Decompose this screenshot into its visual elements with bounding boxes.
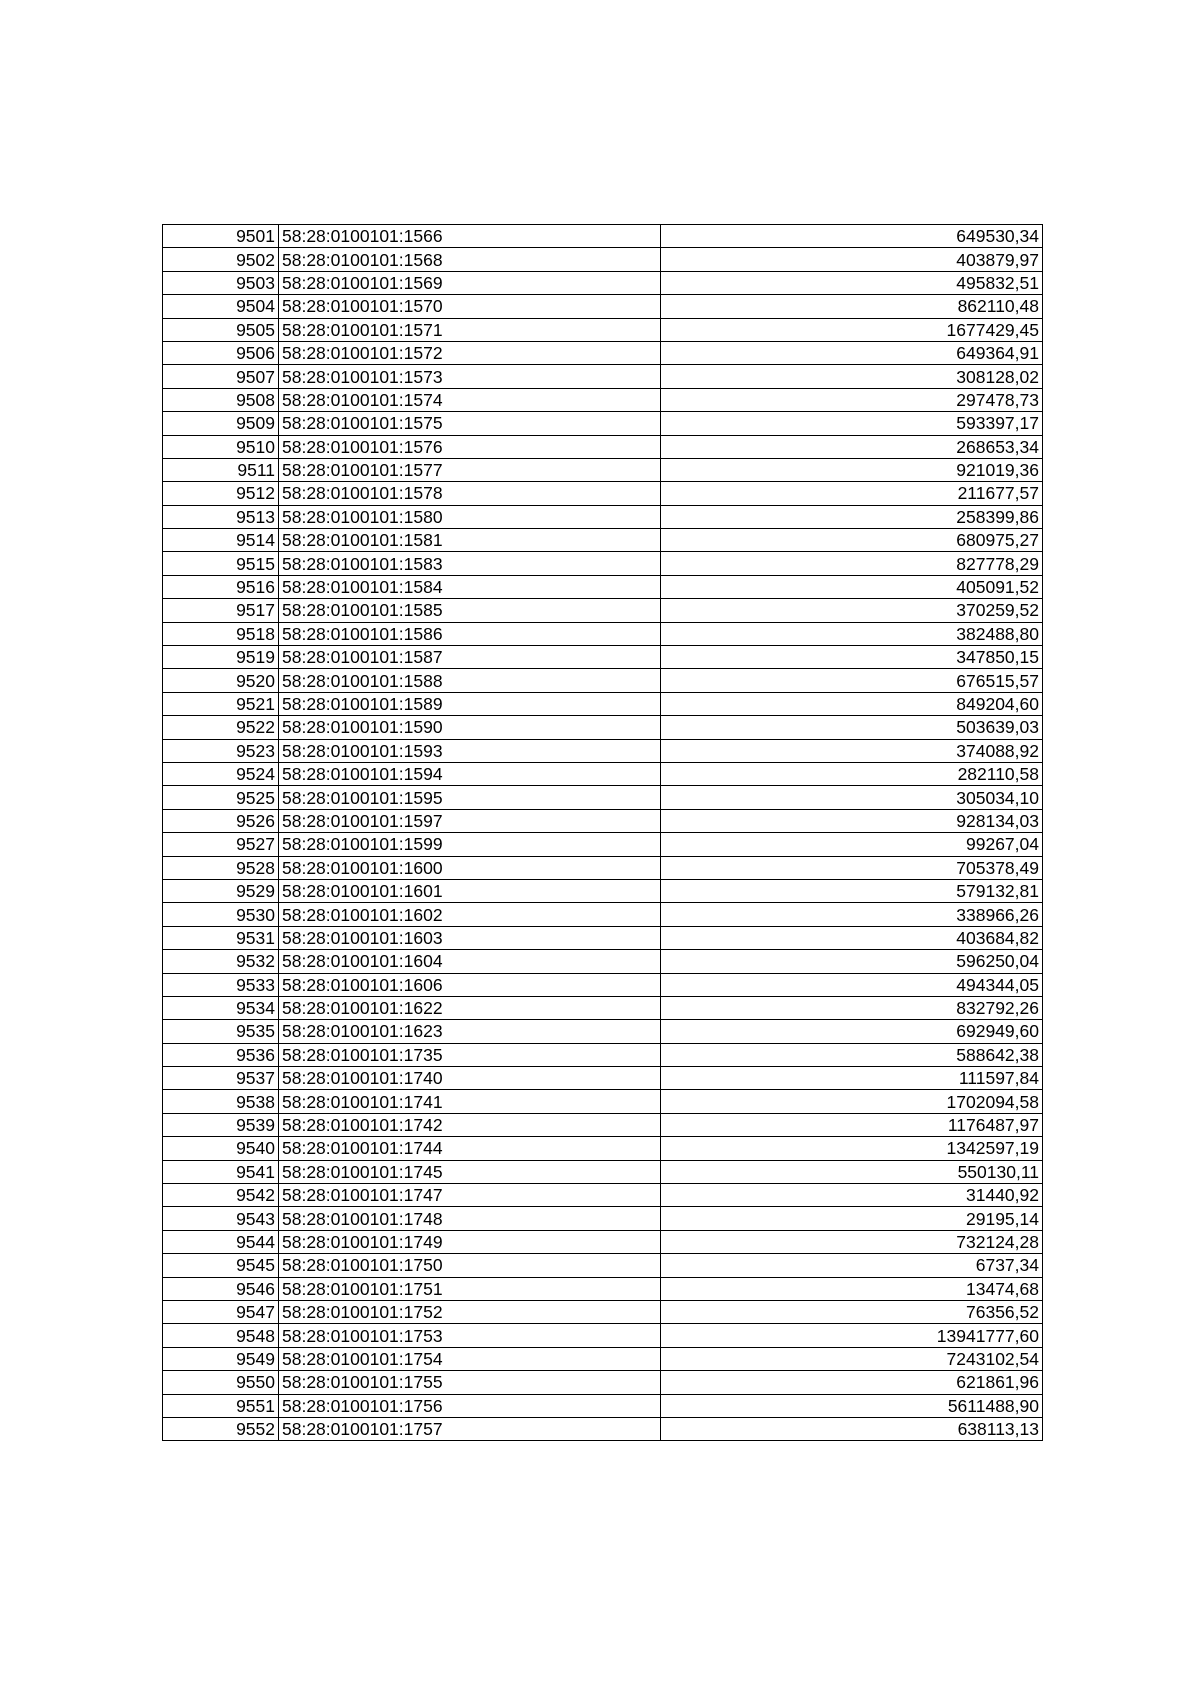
table-row [163, 575, 1043, 598]
cadastral-number-cell: 58:28:0100101:1588 [279, 669, 661, 692]
cadastral-value-cell: 849204,60 [661, 692, 1043, 715]
cadastral-value-cell: 13941777,60 [661, 1324, 1043, 1347]
cadastral-number-cell: 58:28:0100101:1587 [279, 646, 661, 669]
table-row [163, 950, 1043, 973]
cadastral-number-cell: 58:28:0100101:1595 [279, 786, 661, 809]
table-row [163, 1324, 1043, 1347]
table-row [163, 1417, 1043, 1440]
row-number-cell: 9511 [163, 458, 279, 481]
table-row [163, 1230, 1043, 1253]
cadastral-value-cell: 211677,57 [661, 482, 1043, 505]
table-row [163, 973, 1043, 996]
cadastral-value-cell: 1677429,45 [661, 318, 1043, 341]
row-number-cell: 9502 [163, 248, 279, 271]
row-number-cell: 9526 [163, 809, 279, 832]
row-number-cell: 9503 [163, 271, 279, 294]
table-row [163, 1184, 1043, 1207]
row-number-cell: 9542 [163, 1184, 279, 1207]
table-row [163, 1347, 1043, 1370]
cadastral-value-cell: 258399,86 [661, 505, 1043, 528]
table-row [163, 646, 1043, 669]
cadastral-value-cell: 680975,27 [661, 529, 1043, 552]
cadastral-number-cell: 58:28:0100101:1575 [279, 412, 661, 435]
cadastral-number-cell: 58:28:0100101:1754 [279, 1347, 661, 1370]
cadastral-value-cell: 832792,26 [661, 996, 1043, 1019]
row-number-cell: 9516 [163, 575, 279, 598]
table-row [163, 341, 1043, 364]
row-number-cell: 9533 [163, 973, 279, 996]
cadastral-number-cell: 58:28:0100101:1599 [279, 833, 661, 856]
table-row [163, 762, 1043, 785]
table-row [163, 388, 1043, 411]
cadastral-value-cell: 621861,96 [661, 1371, 1043, 1394]
row-number-cell: 9529 [163, 879, 279, 902]
cadastral-value-cell: 503639,03 [661, 716, 1043, 739]
cadastral-number-cell: 58:28:0100101:1750 [279, 1254, 661, 1277]
table-row [163, 458, 1043, 481]
row-number-cell: 9520 [163, 669, 279, 692]
cadastral-value-cell: 403684,82 [661, 926, 1043, 949]
cadastral-value-cell: 76356,52 [661, 1300, 1043, 1323]
cadastral-number-cell: 58:28:0100101:1623 [279, 1020, 661, 1043]
cadastral-value-cell: 862110,48 [661, 295, 1043, 318]
cadastral-value-cell: 374088,92 [661, 739, 1043, 762]
cadastral-value-cell: 297478,73 [661, 388, 1043, 411]
cadastral-value-cell: 638113,13 [661, 1417, 1043, 1440]
cadastral-number-cell: 58:28:0100101:1570 [279, 295, 661, 318]
cadastral-value-cell: 596250,04 [661, 950, 1043, 973]
row-number-cell: 9501 [163, 225, 279, 248]
row-number-cell: 9519 [163, 646, 279, 669]
table-row [163, 1020, 1043, 1043]
table-row [163, 482, 1043, 505]
table-row [163, 529, 1043, 552]
cadastral-value-cell: 308128,02 [661, 365, 1043, 388]
table-row [163, 926, 1043, 949]
cadastral-value-cell: 99267,04 [661, 833, 1043, 856]
table-row [163, 903, 1043, 926]
cadastral-value-cell: 370259,52 [661, 599, 1043, 622]
cadastral-number-cell: 58:28:0100101:1590 [279, 716, 661, 739]
cadastral-value-cell: 31440,92 [661, 1184, 1043, 1207]
cadastral-value-cell: 649530,34 [661, 225, 1043, 248]
row-number-cell: 9513 [163, 505, 279, 528]
table-row [163, 1394, 1043, 1417]
cadastral-number-cell: 58:28:0100101:1574 [279, 388, 661, 411]
cadastral-value-cell: 928134,03 [661, 809, 1043, 832]
row-number-cell: 9510 [163, 435, 279, 458]
cadastral-number-cell: 58:28:0100101:1572 [279, 341, 661, 364]
row-number-cell: 9545 [163, 1254, 279, 1277]
cadastral-value-cell: 282110,58 [661, 762, 1043, 785]
cadastral-value-cell: 1342597,19 [661, 1137, 1043, 1160]
cadastral-number-cell: 58:28:0100101:1566 [279, 225, 661, 248]
table-row [163, 435, 1043, 458]
row-number-cell: 9536 [163, 1043, 279, 1066]
row-number-cell: 9515 [163, 552, 279, 575]
table-row [163, 692, 1043, 715]
cadastral-number-cell: 58:28:0100101:1757 [279, 1417, 661, 1440]
cadastral-number-cell: 58:28:0100101:1601 [279, 879, 661, 902]
row-number-cell: 9531 [163, 926, 279, 949]
row-number-cell: 9512 [163, 482, 279, 505]
cadastral-number-cell: 58:28:0100101:1577 [279, 458, 661, 481]
table-row [163, 1067, 1043, 1090]
row-number-cell: 9548 [163, 1324, 279, 1347]
table-row [163, 552, 1043, 575]
table-row [163, 856, 1043, 879]
cadastral-number-cell: 58:28:0100101:1573 [279, 365, 661, 388]
row-number-cell: 9525 [163, 786, 279, 809]
table-row [163, 622, 1043, 645]
cadastral-number-cell: 58:28:0100101:1578 [279, 482, 661, 505]
cadastral-value-cell: 494344,05 [661, 973, 1043, 996]
row-number-cell: 9509 [163, 412, 279, 435]
row-number-cell: 9540 [163, 1137, 279, 1160]
cadastral-number-cell: 58:28:0100101:1594 [279, 762, 661, 785]
cadastral-value-cell: 305034,10 [661, 786, 1043, 809]
table-row [163, 271, 1043, 294]
cadastral-number-cell: 58:28:0100101:1581 [279, 529, 661, 552]
cadastral-number-cell: 58:28:0100101:1580 [279, 505, 661, 528]
cadastral-value-cell: 827778,29 [661, 552, 1043, 575]
cadastral-value-cell: 676515,57 [661, 669, 1043, 692]
row-number-cell: 9552 [163, 1417, 279, 1440]
row-number-cell: 9523 [163, 739, 279, 762]
cadastral-number-cell: 58:28:0100101:1604 [279, 950, 661, 973]
row-number-cell: 9541 [163, 1160, 279, 1183]
row-number-cell: 9532 [163, 950, 279, 973]
row-number-cell: 9535 [163, 1020, 279, 1043]
cadastral-value-cell: 588642,38 [661, 1043, 1043, 1066]
row-number-cell: 9504 [163, 295, 279, 318]
cadastral-number-cell: 58:28:0100101:1576 [279, 435, 661, 458]
cadastral-value-cell: 29195,14 [661, 1207, 1043, 1230]
cadastral-value-cell: 7243102,54 [661, 1347, 1043, 1370]
row-number-cell: 9551 [163, 1394, 279, 1417]
row-number-cell: 9508 [163, 388, 279, 411]
cadastral-number-cell: 58:28:0100101:1741 [279, 1090, 661, 1113]
table-row [163, 248, 1043, 271]
row-number-cell: 9518 [163, 622, 279, 645]
table-row [163, 1043, 1043, 1066]
table-row [163, 786, 1043, 809]
cadastral-number-cell: 58:28:0100101:1583 [279, 552, 661, 575]
cadastral-number-cell: 58:28:0100101:1589 [279, 692, 661, 715]
table-row [163, 1277, 1043, 1300]
cadastral-value-cell: 405091,52 [661, 575, 1043, 598]
cadastral-number-cell: 58:28:0100101:1742 [279, 1113, 661, 1136]
row-number-cell: 9544 [163, 1230, 279, 1253]
table-row [163, 1090, 1043, 1113]
cadastral-number-cell: 58:28:0100101:1748 [279, 1207, 661, 1230]
table-row [163, 225, 1043, 248]
table-body [163, 225, 1043, 1441]
cadastral-value-cell: 382488,80 [661, 622, 1043, 645]
table-row [163, 996, 1043, 1019]
cadastral-number-cell: 58:28:0100101:1756 [279, 1394, 661, 1417]
table-row [163, 412, 1043, 435]
row-number-cell: 9517 [163, 599, 279, 622]
cadastral-number-cell: 58:28:0100101:1602 [279, 903, 661, 926]
table-row [163, 833, 1043, 856]
table-row [163, 505, 1043, 528]
cadastral-value-cell: 111597,84 [661, 1067, 1043, 1090]
cadastral-number-cell: 58:28:0100101:1597 [279, 809, 661, 832]
table-row [163, 365, 1043, 388]
cadastral-value-cell: 593397,17 [661, 412, 1043, 435]
row-number-cell: 9524 [163, 762, 279, 785]
cadastral-number-cell: 58:28:0100101:1586 [279, 622, 661, 645]
cadastral-number-cell: 58:28:0100101:1622 [279, 996, 661, 1019]
cadastral-number-cell: 58:28:0100101:1585 [279, 599, 661, 622]
row-number-cell: 9528 [163, 856, 279, 879]
cadastral-number-cell: 58:28:0100101:1744 [279, 1137, 661, 1160]
cadastral-number-cell: 58:28:0100101:1600 [279, 856, 661, 879]
table-row [163, 716, 1043, 739]
cadastral-value-cell: 705378,49 [661, 856, 1043, 879]
row-number-cell: 9514 [163, 529, 279, 552]
table-row [163, 1300, 1043, 1323]
table-row [163, 295, 1043, 318]
row-number-cell: 9543 [163, 1207, 279, 1230]
cadastral-number-cell: 58:28:0100101:1606 [279, 973, 661, 996]
cadastral-value-cell: 495832,51 [661, 271, 1043, 294]
cadastral-value-cell: 347850,15 [661, 646, 1043, 669]
cadastral-value-cell: 649364,91 [661, 341, 1043, 364]
cadastral-value-cell: 550130,11 [661, 1160, 1043, 1183]
table-row [163, 318, 1043, 341]
cadastral-value-cell: 1176487,97 [661, 1113, 1043, 1136]
row-number-cell: 9505 [163, 318, 279, 341]
cadastral-value-cell: 13474,68 [661, 1277, 1043, 1300]
row-number-cell: 9538 [163, 1090, 279, 1113]
row-number-cell: 9549 [163, 1347, 279, 1370]
cadastral-number-cell: 58:28:0100101:1749 [279, 1230, 661, 1253]
cadastral-number-cell: 58:28:0100101:1569 [279, 271, 661, 294]
cadastral-number-cell: 58:28:0100101:1751 [279, 1277, 661, 1300]
row-number-cell: 9521 [163, 692, 279, 715]
table-row [163, 1160, 1043, 1183]
cadastral-number-cell: 58:28:0100101:1735 [279, 1043, 661, 1066]
cadastral-number-cell: 58:28:0100101:1603 [279, 926, 661, 949]
cadastral-number-cell: 58:28:0100101:1568 [279, 248, 661, 271]
row-number-cell: 9534 [163, 996, 279, 1019]
row-number-cell: 9522 [163, 716, 279, 739]
cadastral-value-cell: 5611488,90 [661, 1394, 1043, 1417]
cadastral-value-cell: 692949,60 [661, 1020, 1043, 1043]
table-row [163, 1137, 1043, 1160]
row-number-cell: 9539 [163, 1113, 279, 1136]
cadastral-value-cell: 579132,81 [661, 879, 1043, 902]
cadastral-number-cell: 58:28:0100101:1571 [279, 318, 661, 341]
cadastral-value-cell: 403879,97 [661, 248, 1043, 271]
row-number-cell: 9530 [163, 903, 279, 926]
row-number-cell: 9527 [163, 833, 279, 856]
table-row [163, 669, 1043, 692]
cadastral-value-cell: 1702094,58 [661, 1090, 1043, 1113]
cadastral-number-cell: 58:28:0100101:1747 [279, 1184, 661, 1207]
row-number-cell: 9550 [163, 1371, 279, 1394]
cadastral-number-cell: 58:28:0100101:1593 [279, 739, 661, 762]
cadastral-number-cell: 58:28:0100101:1755 [279, 1371, 661, 1394]
row-number-cell: 9546 [163, 1277, 279, 1300]
row-number-cell: 9507 [163, 365, 279, 388]
table-row [163, 1207, 1043, 1230]
row-number-cell: 9506 [163, 341, 279, 364]
cadastral-value-cell: 921019,36 [661, 458, 1043, 481]
table-row [163, 739, 1043, 762]
table-row [163, 879, 1043, 902]
table-row [163, 599, 1043, 622]
table-row [163, 1113, 1043, 1136]
table-row [163, 809, 1043, 832]
cadastral-value-table [162, 224, 1043, 1441]
table-row [163, 1371, 1043, 1394]
row-number-cell: 9537 [163, 1067, 279, 1090]
cadastral-value-cell: 6737,34 [661, 1254, 1043, 1277]
cadastral-value-cell: 732124,28 [661, 1230, 1043, 1253]
cadastral-number-cell: 58:28:0100101:1584 [279, 575, 661, 598]
cadastral-number-cell: 58:28:0100101:1752 [279, 1300, 661, 1323]
row-number-cell: 9547 [163, 1300, 279, 1323]
cadastral-number-cell: 58:28:0100101:1753 [279, 1324, 661, 1347]
cadastral-number-cell: 58:28:0100101:1745 [279, 1160, 661, 1183]
cadastral-number-cell: 58:28:0100101:1740 [279, 1067, 661, 1090]
cadastral-value-cell: 338966,26 [661, 903, 1043, 926]
cadastral-value-cell: 268653,34 [661, 435, 1043, 458]
table-row [163, 1254, 1043, 1277]
